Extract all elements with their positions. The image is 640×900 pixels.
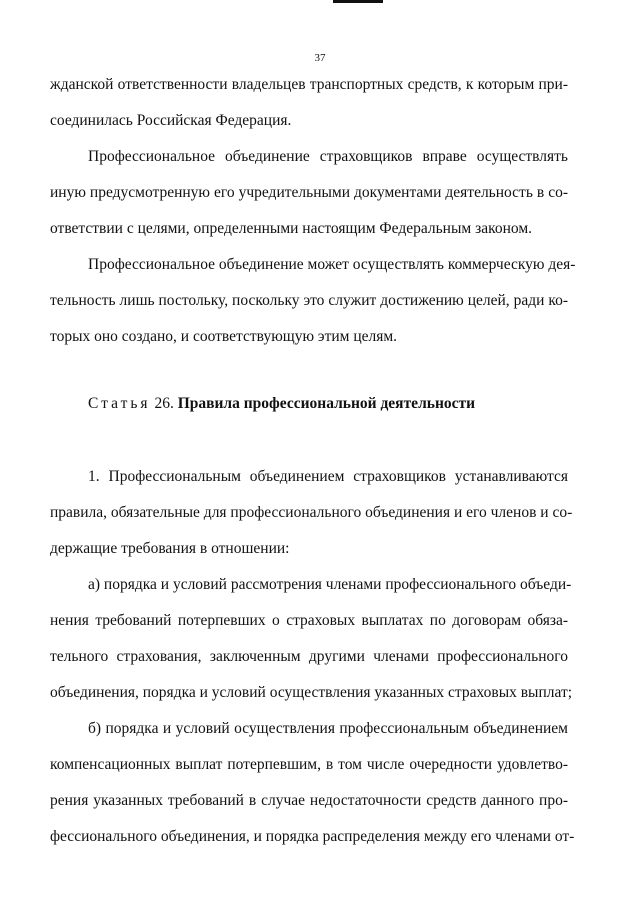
text-line: нения требований потерпевших о страховых выплатах по договорам обяза- [50,612,568,629]
text-line: а) порядка и условий рассмотрения членами профессионального объеди- [88,576,572,593]
top-rule [333,0,383,3]
text-line: тельного страхования, заключенным другими членами профессионального [50,648,568,665]
text-line: фессионального объединения, и порядка распределения между его членами от- [50,828,575,845]
text-line: 1. Профессиональным объединением страховщиков устанавливаются [88,468,568,485]
text-line: тельность лишь постольку, поскольку это служит достижению целей, ради ко- [50,292,568,309]
text-line: Профессиональное объединение может осуществлять коммерческую дея- [88,256,576,273]
article-title: Правила профессиональной деятельности [177,395,476,412]
article-heading [88,394,475,414]
text-line: правила, обязательные для профессионального объединения и его членов и со- [50,504,573,521]
text-line: соединилась Российская Федерация. [50,112,292,129]
text-line: Профессиональное объединение страховщиков вправе осуществлять [88,148,568,165]
text-line: ответствии с целями, определенными настоящим Федеральным законом. [50,220,533,237]
text-line: рения указанных требований в случае недостаточности средств данного про- [50,792,568,809]
text-line: торых оно создано, и соответствующую этим целям. [50,328,398,345]
text-line: держащие требования в отношении: [50,540,290,557]
article-label: Статья [88,395,151,412]
text-line: компенсационных выплат потерпевшим, в том числе очередности удовлетво- [50,756,568,773]
text-line: объединения, порядка и условий осуществления указанных страховых выплат; [50,684,573,701]
text-line: жданской ответственности владельцев транспортных средств, к которым при- [50,76,568,93]
article-number: 26. [154,395,174,412]
text-line: иную предусмотренную его учредительными документами деятельность в со- [50,184,568,201]
page-number: 37 [314,52,326,64]
text-line: б) порядка и условий осуществления профессиональным объединением [88,720,568,737]
